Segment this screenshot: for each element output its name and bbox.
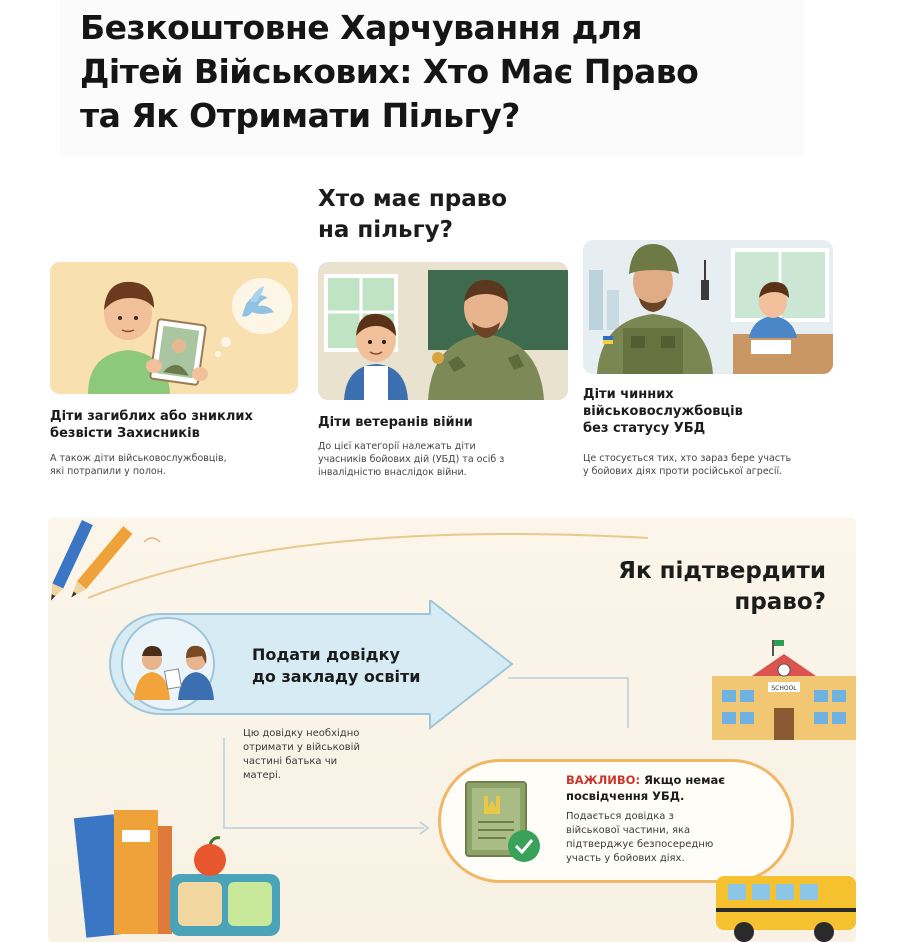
eligibility-heading	[318, 184, 558, 246]
school-building-icon	[712, 640, 856, 740]
card-1-illustration	[50, 262, 298, 394]
confirm-heading	[566, 556, 826, 618]
card-1-title-line-1: Діти загиблих або зниклих	[50, 409, 253, 424]
important-title	[566, 772, 781, 804]
submit-step-line-1: Подати довідку	[252, 645, 400, 664]
eligibility-heading-line-1: Хто має право	[318, 186, 508, 212]
card-3-title	[583, 386, 833, 437]
card-1-description	[50, 452, 300, 478]
certificate-note-line-1: Цю довідку необхідно	[243, 728, 360, 739]
confirm-heading-line-2: право?	[734, 589, 826, 615]
important-text-2: посвідчення УБД.	[566, 789, 685, 803]
card-3-title-line-3: без статусу УБД	[583, 421, 706, 436]
book-icon	[70, 790, 290, 942]
certificate-note-line-2: отримати у військовій	[243, 742, 360, 753]
lunchbox-icon	[170, 838, 280, 936]
card-1-title	[50, 408, 310, 442]
card-2-desc-line-3: інвалідністю внаслідок війни.	[318, 467, 467, 478]
certificate-note-line-3: частині батька чи	[243, 756, 338, 767]
important-desc-line-3: підтверджує безпосередню	[566, 839, 714, 850]
important-description	[566, 810, 776, 866]
confirm-heading-line-1: Як підтвердити	[618, 558, 826, 584]
card-2-desc-line-1: До цієї категорії належать діти	[318, 441, 476, 452]
certificate-note	[243, 727, 418, 783]
card-3-title-line-2: військовослужбовців	[583, 404, 743, 419]
card-1-title-line-2: безвісти Захисників	[50, 426, 200, 441]
certificate-note-line-4: матері.	[243, 770, 281, 781]
school-sign: SCHOOL	[771, 685, 797, 692]
card-3-title-line-1: Діти чинних	[583, 387, 674, 402]
eligibility-heading-line-2: на пільгу?	[318, 217, 453, 243]
important-desc-line-2: військової частини, яка	[566, 825, 691, 836]
document-check-icon	[462, 778, 548, 868]
card-1-desc-line-1: А також діти військовослужбовців,	[50, 453, 227, 464]
important-text-1: Якщо немає	[644, 773, 726, 787]
card-2-illustration	[318, 262, 568, 400]
card-3-illustration	[583, 240, 833, 374]
card-1-desc-line-2: які потрапили у полон.	[50, 466, 166, 477]
page-title-line-1: Безкоштовне Харчування для	[80, 8, 643, 47]
page-title-line-3: та Як Отримати Пільгу?	[80, 96, 520, 135]
submit-step-text	[252, 644, 472, 688]
important-desc-line-4: участь у бойових діях.	[566, 853, 685, 864]
important-label: ВАЖЛИВО:	[566, 773, 641, 787]
submit-step-line-2: до закладу освіти	[252, 667, 421, 686]
card-2-description	[318, 440, 568, 479]
card-3-desc-line-1: Це стосується тих, хто зараз бере участь	[583, 453, 792, 464]
school-bus-icon	[708, 868, 856, 942]
page-title	[80, 6, 800, 138]
card-2-title: Діти ветеранів війни	[318, 415, 473, 430]
important-desc-line-1: Подається довідка з	[566, 811, 674, 822]
card-2-desc-line-2: учасників бойових дій (УБД) та осіб з	[318, 454, 505, 465]
card-3-desc-line-2: у бойових діях проти російської агресії.	[583, 466, 783, 477]
card-3-description	[583, 452, 843, 478]
page-title-line-2: Дітей Військових: Хто Має Право	[80, 52, 699, 91]
